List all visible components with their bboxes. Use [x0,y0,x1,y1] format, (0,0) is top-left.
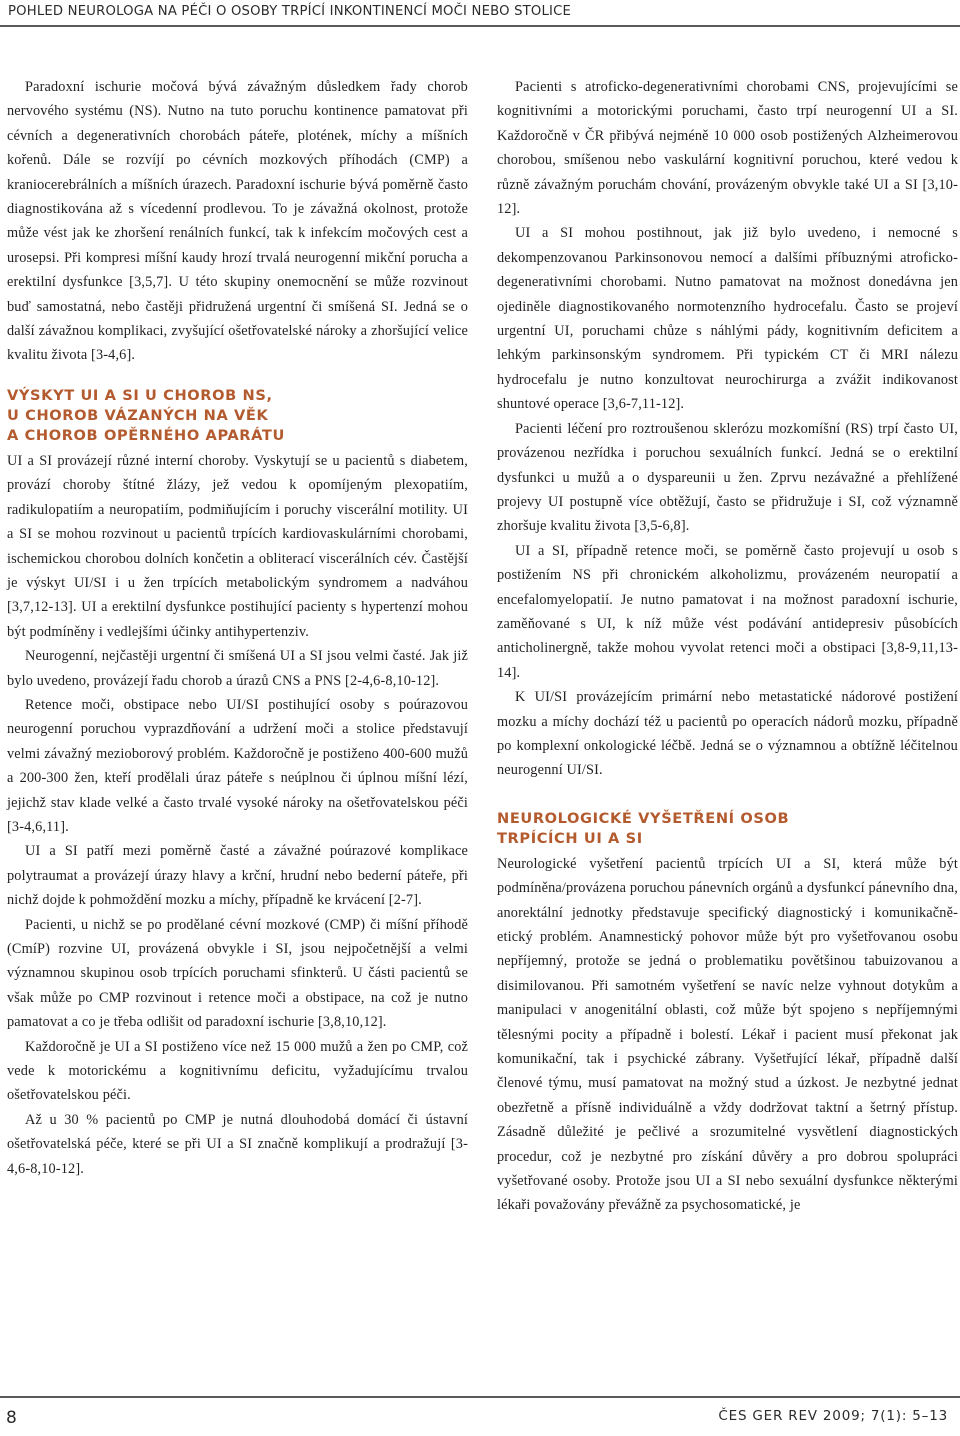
section-heading-line: VÝSKYT UI A SI U CHOROB NS, [7,386,273,404]
paragraph: Pacienti s atroficko-degenerativními chorobami CNS, projevujícími se kognitivními a motorickými poruchami, často trpí neurogenní UI a SI. Každoročně v ČR přibývá nejméně 10 000 osob postižených Alzheimerovou chorobou, smíšenou nebo vaskulární kognitivní poruchou, které vedou k různě závažným poruchám chování, provázeným obvykle také UI a SI [3,10-12]. [497,79,958,218]
footer-rule [0,1396,960,1398]
paragraph: Pacienti léčení pro roztroušenou sklerózu mozkomíšní (RS) trpí často UI, provázenou nezřídka i poruchou sexuálních funkcí. Jedná se o erektilní dysfunkci u mužů a o dyspareunii u žen. Zprvu nezávažné a přehlížené projevy UI postupně více obtěžují, často se přidružuje i SI, což významně zhoršuje kvalitu života [3,5-6,8]. [497,420,958,535]
paragraph: Každoročně je UI a SI postiženo více než 15 000 mužů a žen po CMP, což vede k motorickému a kognitivnímu deficitu, vyžadujícímu trvalou ošetřovatelskou péči. [7,1038,468,1104]
section-heading-line: NEUROLOGICKÉ VYŠETŘENÍ OSOB [497,809,790,827]
paragraph: K UI/SI provázejícím primární nebo metastatické nádorové postižení mozku a míchy dochází též u pacientů po operacích nádorů mozku, případně po komplexní onkologické léčbě. Jedná se o významnou a obtížně léčitelnou neurogenní UI/SI. [497,689,958,779]
paragraph: UI a SI patří mezi poměrně časté a závažné poúrazové komplikace polytraumat a provázejí úrazy hlavy a krční, hrudní nebo bederní páteře, při nichž dojde k pohmoždění mozku a míchy, případně ke krvácení [2-7]. [7,843,468,909]
paragraph: UI a SI provázejí různé interní choroby. Vyskytují se u pacientů s diabetem, provází choroby štítné žlázy, jež vedou k opomíjeným plexopatiím, radikulopatiím a neuropatiím, podmiňujícím i poruchy viscerální motility. UI a SI se mohou rozvinout u pacientů trpících kardiovaskulárními chorobami, ischemickou chorobou dolních končetin a obliterací viscerálních cév. Častější je výskyt UI/SI i u žen trpících metabolickým syndromem a nadváhou [3,7,12-13]. UI a erektilní dysfunkce postihující pacienty s hypertenzí mohou být podmíněny i vedlejšími účinky antihypertenziv. [7,452,468,640]
section-heading-incidence [7,386,468,446]
journal-citation: ČES GER REV 2009; 7(1): 5–13 [718,1408,948,1424]
paragraph: Paradoxní ischurie močová bývá závažným důsledkem řady chorob nervového systému (NS). Nutno na tuto poruchu kontinence pamatovat při cévních a degenerativních chorobách páteře, plotének, míchy a míšních kořenů. Dále se rozvíjí po cévních mozkových příhodách (CMP) a kraniocerebrálních a míšních úrazech. Paradoxní ischurie bývá poměrně často diagnostikována až s vícedenní prodlevou. To je závažná okolnost, protože může vést jak ke zhoršení renálních funkcí, tak k infekcím močových cest a urosepsi. Při kompresi míšní kaudy hrozí trvalá neurogenní mikční porucha a erektilní dysfunkce [3,5,7]. U této skupiny onemocnění se může rozvinout buď samostatná, nebo častěji přidružená urgentní či smíšená SI. Jedná se o další závažnou komplikaci, zvyšující ošetřovatelské nároky a zhoršující velice kvalitu života [3-4,6]. [7,79,468,364]
running-header [0,0,960,27]
left-column [7,75,468,1181]
paragraph: Retence moči, obstipace nebo UI/SI postihující osoby s poúrazovou neurogenní poruchou vyprazdňování a udržení moči a stolice představují velmi závažný mezioborový problém. Každoročně je postiženo 400-600 mužů a 200-300 žen, kteří prodělali úraz páteře s neúplnou či úplnou míšní lézí, jejichž stav klade velké a často trvalé vysoké nároky na ošetřovatelskou péči [3-4,6,11]. [7,696,468,835]
paragraph: UI a SI mohou postihnout, jak již bylo uvedeno, i nemocné s dekompenzovanou Parkinsonovou nemocí a dalšími příbuznými atroficko-degenerativními chorobami. Nutno pamatovat na možnost donedávna jen ojediněle diagnostikovaného normotenzního hydrocefalu. Často se projeví urgentní UI, poruchami chůze s náhlými pády, kognitivním deficitem a lehkým parkinsonským syndromem. Při typickém CT či MRI nálezu hydrocefalu je nutno konzultovat neurochirurga a zvážit indikovanost shuntové operace [3,6-7,11-12]. [497,225,958,413]
paragraph: Pacienti, u nichž se po prodělané cévní mozkové (CMP) či míšní příhodě (CmíP) rozvine UI, provázená obvykle i SI, jsou nejpočetnější a velmi významnou skupinou osob trpících poruchami sfinkterů. U části pacientů se však může po CMP rozvinout i retence moči a obstipace, na což je nutno pamatovat a co je třeba odlišit od paradoxní ischurie [3,8,10,12]. [7,916,468,1031]
paragraph: Až u 30 % pacientů po CMP je nutná dlouhodobá domácí či ústavní ošetřovatelská péče, které se při UI a SI značně komplikují a prodražují [3-4,6-8,10-12]. [7,1111,468,1177]
section-heading-line: A CHOROB OPĚRNÉHO APARÁTU [7,426,285,444]
right-column [497,75,958,1218]
running-header-title: POHLED NEUROLOGA NA PÉČI O OSOBY TRPÍCÍ INKONTINENCÍ MOČI NEBO STOLICE [8,4,572,19]
section-heading-examination [497,809,958,849]
section-heading-line: U CHOROB VÁZANÝCH NA VĚK [7,406,269,424]
page-number: 8 [6,1408,17,1428]
paragraph: UI a SI, případně retence moči, se poměrně často projevují u osob s postižením NS při chronickém alkoholizmu, provázeném neuropatií a encefalomyelopatií. Je nutno pamatovat i na možnost paradoxní ischurie, zaměňované s UI, k níž může vést podávání antidepresiv působících anticholinergně, takže mohou vyvolat retenci moči a obstipaci [3,8-9,11,13-14]. [497,542,958,681]
paragraph: Neurologické vyšetření pacientů trpících UI a SI, která může být podmíněna/provázena poruchou pánevních orgánů a dysfunkcí pánevního dna, anorektální jednotky představuje specifický diagnostický i komunikačně-etický problém. Anamnestický pohovor může být pro vyšetřovanou osobu nepříjemný, protože se jedná o problematiku povětšinou tabuizovanou a disimilovanou. Při samotném vyšetření se navíc nelze vyhnout dotykům a manipulaci v anogenitální oblasti, což může být spojeno s nepříjemnými tělesnými pocity a případně i bolestí. Lékař i pacient musí překonat jak komunikační, tak i psychické zábrany. Vyšetřující lékař, případně další členové týmu, musí pamatovat na možný stud a úzkost. Je nezbytné jednat obezřetně a přísně individuálně a vždy dodržovat taktní a šetrný přístup. Zásadně důležité je pečlivé a srozumitelné vysvětlení diagnostických procedur, což je nezbytné pro získání důvěry a pro dobrou spolupráci vyšetřované osoby. Protože jsou UI a SI nebo sexuální dysfunkce některými lékaři považovány převážně za psychosomatické, je [497,855,958,1214]
paragraph: Neurogenní, nejčastěji urgentní či smíšená UI a SI jsou velmi časté. Jak již bylo uvedeno, provázejí řadu chorob a úrazů CNS a PNS [2-4,6-8,10-12]. [7,648,468,689]
section-heading-line: TRPÍCÍCH UI A SI [497,829,643,847]
